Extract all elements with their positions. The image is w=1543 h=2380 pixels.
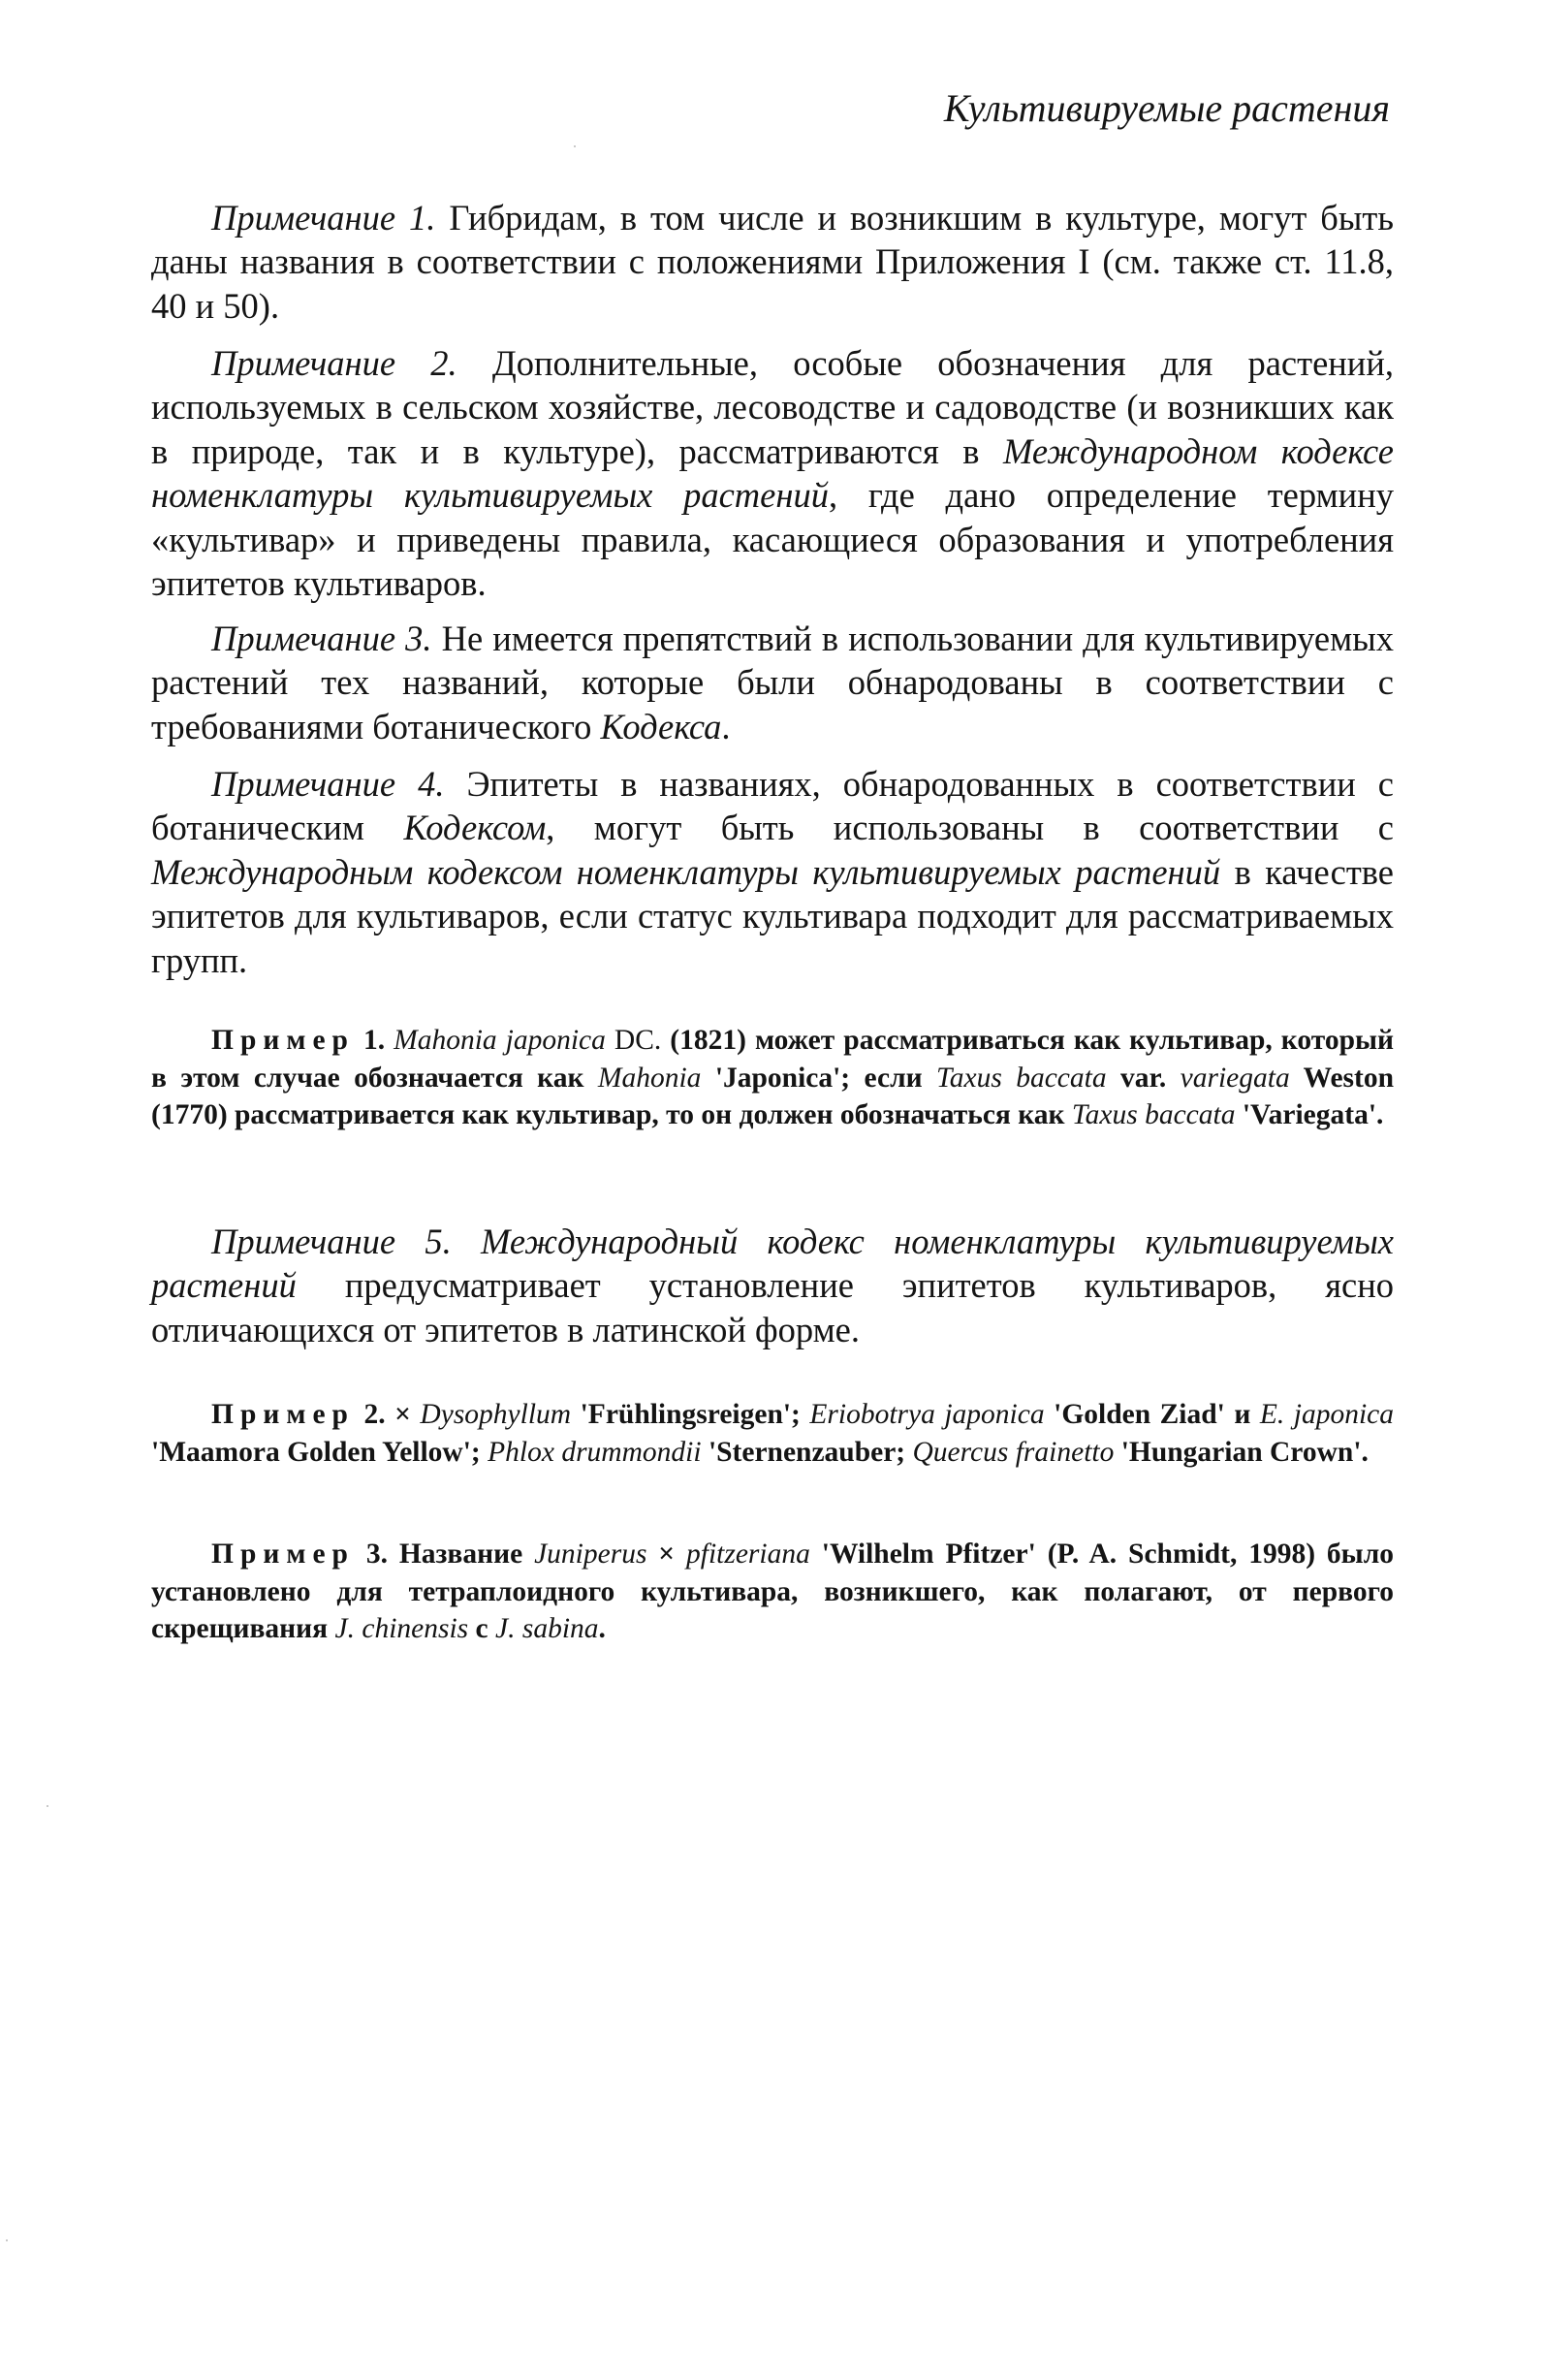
example-text: 'Variegata'. (1235, 1099, 1384, 1130)
note-1-paragraph (151, 196, 1394, 328)
example-text: с (468, 1613, 495, 1644)
taxon-name: E. japonica (1259, 1399, 1395, 1430)
example-number: 1. (354, 1025, 394, 1056)
note-5 (151, 1220, 1394, 1351)
taxon-name: Mahonia japonica (394, 1025, 606, 1056)
note-label: Примечание 4. (211, 764, 445, 804)
example-text: 'Maamora Golden Yellow'; (151, 1436, 488, 1468)
example-text: (1821) может рассматриваться как культивар, который в этом случае обозначается как (151, 1025, 1395, 1094)
code-title-italic: Международный кодекс номенклатуры культивируемых растений (151, 1222, 1395, 1306)
example-text: var. (1106, 1062, 1181, 1094)
example-text: 3. Название (354, 1539, 535, 1570)
note-4 (151, 762, 1394, 982)
note-2 (151, 341, 1394, 605)
taxon-name: Taxus baccata (1071, 1099, 1236, 1130)
code-title-italic: Международном кодексе номенклатуры культивируемых растений (151, 430, 1394, 516)
taxon-name: Dysophyllum (420, 1399, 572, 1430)
scan-speck (6, 2239, 8, 2241)
note-3 (151, 617, 1394, 748)
code-title-italic: Международным кодексом номенклатуры культивируемых растений (151, 851, 1221, 892)
note-label: Примечание 1. (211, 198, 436, 238)
note-5-paragraph (151, 1220, 1394, 1351)
note-text: , могут быть использованы в соответствии с (546, 808, 1394, 848)
example-text: 'Wilhelm Pfitzer' (P. A. Schmidt, 1998) было установлено для тетраплоидного культивара, возникшего, как полагают, от первого скрещивания (151, 1539, 1394, 1644)
note-text: в качестве эпитетов для культиваров, если статус культивара подходит для рассматриваемых групп. (151, 851, 1394, 980)
scan-speck (574, 145, 576, 147)
note-2-paragraph (151, 341, 1394, 605)
note-label: Примечание 3. (211, 619, 432, 658)
example-label: Пример (211, 1539, 355, 1570)
example-1 (151, 1022, 1394, 1134)
example-text: 2. × (354, 1399, 421, 1430)
example-label: Пример (211, 1399, 355, 1430)
example-3 (151, 1536, 1394, 1648)
example-text: . (598, 1613, 606, 1644)
example-2 (151, 1396, 1394, 1471)
note-text: предусматривает установление эпитетов культиваров, ясно отличающихся от эпитетов в латинской форме. (151, 1265, 1394, 1349)
taxon-name: variegata (1180, 1062, 1290, 1094)
example-label: Пример (211, 1025, 355, 1056)
taxon-name: J. chinensis (334, 1613, 469, 1644)
taxon-name: Phlox drummondii (488, 1436, 702, 1468)
example-text: 'Hungarian Crown'. (1114, 1436, 1369, 1468)
note-text: , где дано определение термину «культивар» и приведены правила, касающиеся образования и употребления эпитетов культиваров. (151, 475, 1394, 604)
example-text: Weston (1770) рассматривается как культивар, то он должен обозначаться как (151, 1062, 1395, 1130)
taxon-name: Quercus frainetto (912, 1436, 1115, 1468)
example-3-paragraph (151, 1536, 1394, 1648)
note-1 (151, 196, 1394, 328)
code-word-italic: Кодекса (600, 706, 722, 746)
example-text: 'Golden Ziad' и (1044, 1399, 1260, 1430)
taxon-name: J. sabina (495, 1613, 599, 1644)
note-label: Примечание 5. (211, 1222, 452, 1261)
running-title: Культивируемые растения (943, 86, 1390, 130)
code-word-italic: Кодексом (403, 808, 547, 848)
example-text: 'Japonica'; если (701, 1062, 937, 1094)
note-text: . (721, 706, 731, 746)
note-text: Эпитеты в названиях, обнародованных в соответствии с ботаническим (151, 764, 1394, 848)
note-4-paragraph (151, 762, 1394, 982)
taxon-name: pfitzeriana (686, 1539, 810, 1570)
note-label: Примечание 2. (211, 343, 457, 383)
example-text: × (646, 1539, 687, 1570)
taxon-name: Eriobotrya japonica (809, 1399, 1045, 1430)
note-text: Не имеется препятствий в использовании для культивируемых растений тех названий, которые были обнародованы в соответствии с требованиями ботанического (151, 619, 1394, 746)
example-1-paragraph (151, 1022, 1394, 1134)
taxon-name: Mahonia (597, 1062, 702, 1094)
example-text: 'Frühlingsreigen'; (571, 1399, 810, 1430)
note-3-paragraph (151, 617, 1394, 748)
note-text: Дополнительные, особые обозначения для растений, используемых в сельском хозяйстве, лесоводстве и садоводстве (и возникших как в природе, так и в культуре), рассматриваются в (151, 343, 1394, 471)
author-abbr: DC. (605, 1025, 662, 1056)
example-text: 'Sternenzauber; (701, 1436, 913, 1468)
scan-speck (47, 1805, 48, 1807)
example-2-paragraph (151, 1396, 1394, 1471)
taxon-name: Juniperus (534, 1539, 647, 1570)
taxon-name: Taxus baccata (936, 1062, 1107, 1094)
note-text: Гибридам, в том числе и возникшим в культуре, могут быть даны названия в соответствии с положениями Приложения I (см. также ст. 11.8, 40 и 50). (151, 198, 1395, 326)
note-text (452, 1222, 481, 1261)
